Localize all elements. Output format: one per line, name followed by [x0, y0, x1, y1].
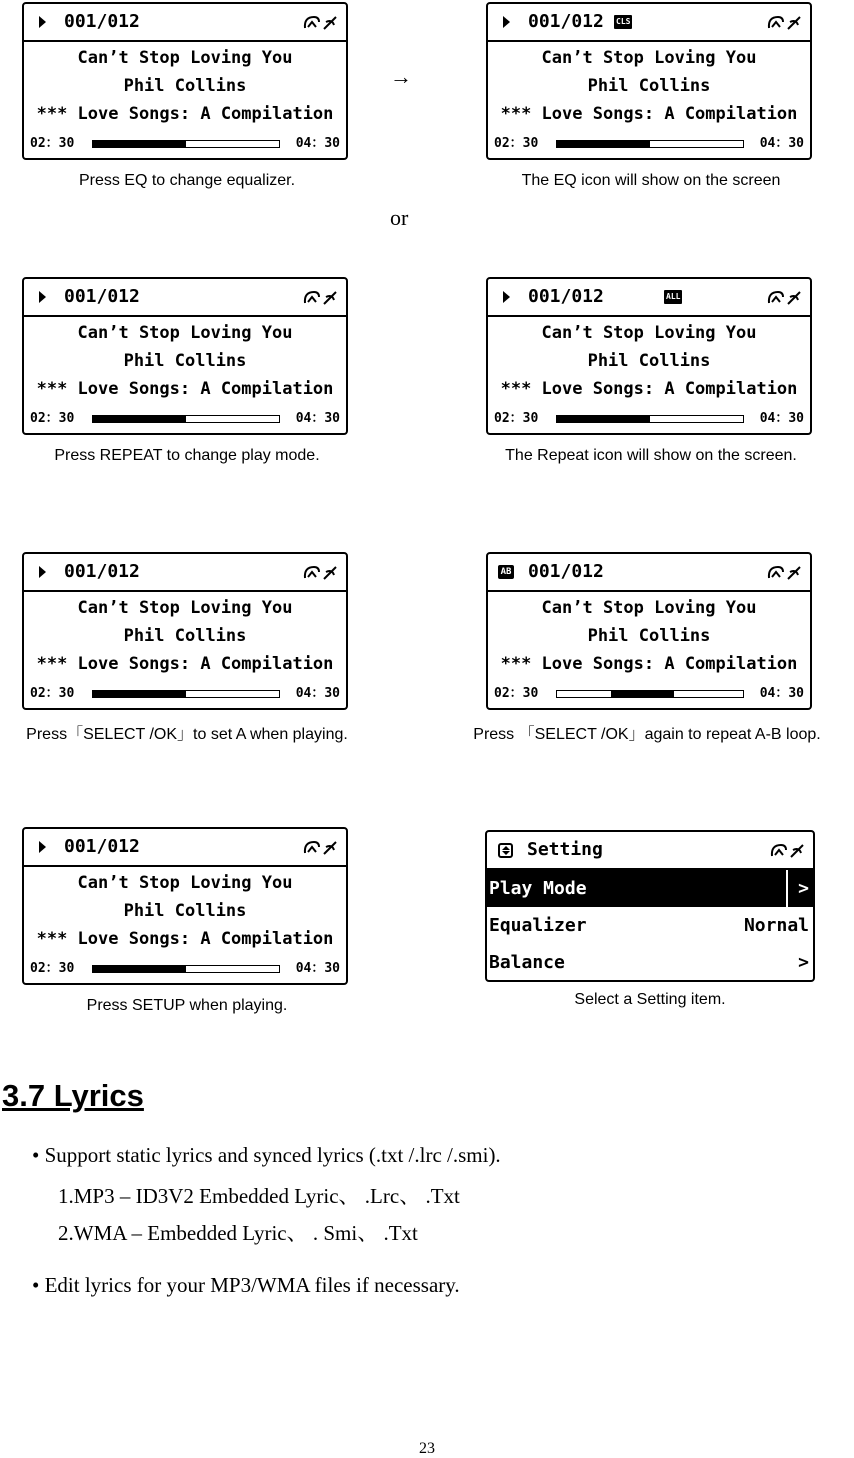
artist-name: Phil Collins: [123, 351, 247, 371]
play-icon: [498, 289, 514, 305]
setting-item-equalizer[interactable]: Equalizer Nornal: [489, 915, 809, 936]
status-icons: [302, 13, 340, 33]
player-screen-setup: [22, 827, 348, 985]
elapsed-time: 02：30: [30, 686, 75, 701]
caption: Select a Setting item.: [574, 991, 726, 1008]
play-icon: [34, 564, 50, 580]
album-name: *** Love Songs: A Compilation: [36, 379, 334, 399]
elapsed-time: 02：30: [30, 961, 75, 976]
caption: The EQ icon will show on the screen: [521, 172, 781, 189]
song-title: Can’t Stop Loving You: [541, 323, 757, 343]
album-name: *** Love Songs: A Compilation: [36, 929, 334, 949]
status-icons: [302, 288, 340, 308]
artist-name: Phil Collins: [587, 626, 711, 646]
play-icon: [498, 14, 514, 30]
screen-header: [488, 4, 810, 42]
song-title: Can’t Stop Loving You: [77, 48, 293, 68]
artist-name: Phil Collins: [587, 76, 711, 96]
screen-header: [488, 279, 810, 317]
play-icon: [34, 14, 50, 30]
progress-bar-ab: [556, 690, 744, 698]
caption: Press EQ to change equalizer.: [78, 172, 296, 189]
total-time: 04：30: [295, 411, 340, 426]
progress-bar: [92, 140, 280, 148]
screen-header: [24, 829, 346, 867]
track-number: 001/012: [64, 11, 140, 32]
total-time: 04：30: [295, 961, 340, 976]
player-screen-ab-before: [22, 552, 348, 710]
or-text: or: [390, 205, 409, 230]
progress-bar: [92, 690, 280, 698]
song-title: Can’t Stop Loving You: [77, 873, 293, 893]
player-screen-repeat-after: [486, 277, 812, 435]
setting-item-play-mode[interactable]: Play Mode >: [487, 870, 813, 907]
artist-name: Phil Collins: [123, 901, 247, 921]
setting-screen: [485, 830, 815, 982]
player-screen-eq-after: [486, 2, 812, 160]
caption: Press SETUP when playing.: [86, 997, 288, 1014]
elapsed-time: 02：30: [494, 686, 539, 701]
page-number: 23: [419, 1440, 435, 1457]
player-screen-ab-loop: [486, 552, 812, 710]
elapsed-time: 02：30: [494, 136, 539, 151]
track-number: 001/012: [64, 836, 140, 857]
total-time: 04：30: [295, 686, 340, 701]
list-line: 2.WMA – Embedded Lyric、 . Smi、 .Txt: [58, 1221, 418, 1245]
player-screen-repeat-before: [22, 277, 348, 435]
progress-bar: [556, 415, 744, 423]
status-icons: [766, 288, 804, 308]
album-name: *** Love Songs: A Compilation: [500, 654, 798, 674]
bullet-text: • Support static lyrics and synced lyrics (.txt /.lrc /.smi).: [32, 1143, 501, 1167]
play-icon: [34, 289, 50, 305]
caption: The Repeat icon will show on the screen.: [505, 447, 797, 464]
screen-header: [24, 554, 346, 592]
song-title: Can’t Stop Loving You: [541, 598, 757, 618]
total-time: 04：30: [759, 411, 804, 426]
album-name: *** Love Songs: A Compilation: [36, 104, 334, 124]
setting-title: Setting: [527, 839, 603, 860]
eq-icon: CLS: [614, 15, 632, 29]
progress-bar: [92, 415, 280, 423]
section-heading: 3.7 Lyrics: [2, 1078, 144, 1113]
caption: Press 「SELECT /OK」again to repeat A-B loop.: [473, 726, 821, 743]
play-icon: [34, 839, 50, 855]
status-icons: [302, 563, 340, 583]
elapsed-time: 02：30: [494, 411, 539, 426]
list-line: 1.MP3 – ID3V2 Embedded Lyric、 .Lrc、 .Txt: [58, 1184, 460, 1208]
elapsed-time: 02：30: [30, 136, 75, 151]
song-title: Can’t Stop Loving You: [77, 598, 293, 618]
status-icons: [769, 841, 807, 861]
elapsed-time: 02：30: [30, 411, 75, 426]
status-icons: [766, 13, 804, 33]
caption: Press「SELECT /OK」to set A when playing.: [26, 726, 348, 743]
track-number: 001/012: [528, 11, 604, 32]
arrow-symbol: →: [390, 64, 412, 89]
status-icons: [302, 838, 340, 858]
progress-bar: [92, 965, 280, 973]
artist-name: Phil Collins: [123, 76, 247, 96]
player-screen-eq-before: [22, 2, 348, 160]
ab-repeat-icon: AB: [498, 564, 514, 580]
progress-bar: [556, 140, 744, 148]
track-number: 001/012: [528, 286, 604, 307]
setting-header: [487, 832, 813, 870]
total-time: 04：30: [295, 136, 340, 151]
screen-header: [24, 4, 346, 42]
status-icons: [766, 563, 804, 583]
track-number: 001/012: [528, 561, 604, 582]
total-time: 04：30: [759, 136, 804, 151]
album-name: *** Love Songs: A Compilation: [500, 104, 798, 124]
setting-item-balance[interactable]: Balance >: [489, 952, 809, 973]
artist-name: Phil Collins: [587, 351, 711, 371]
screen-header: [488, 554, 810, 592]
caption: Press REPEAT to change play mode.: [54, 447, 320, 464]
song-title: Can’t Stop Loving You: [541, 48, 757, 68]
track-number: 001/012: [64, 561, 140, 582]
total-time: 04：30: [759, 686, 804, 701]
album-name: *** Love Songs: A Compilation: [500, 379, 798, 399]
repeat-all-icon: ALL: [664, 290, 682, 304]
screen-header: [24, 279, 346, 317]
track-number: 001/012: [64, 286, 140, 307]
album-name: *** Love Songs: A Compilation: [36, 654, 334, 674]
bullet-text: • Edit lyrics for your MP3/WMA files if necessary.: [32, 1273, 460, 1297]
artist-name: Phil Collins: [123, 626, 247, 646]
up-down-icon: [497, 842, 513, 858]
song-title: Can’t Stop Loving You: [77, 323, 293, 343]
